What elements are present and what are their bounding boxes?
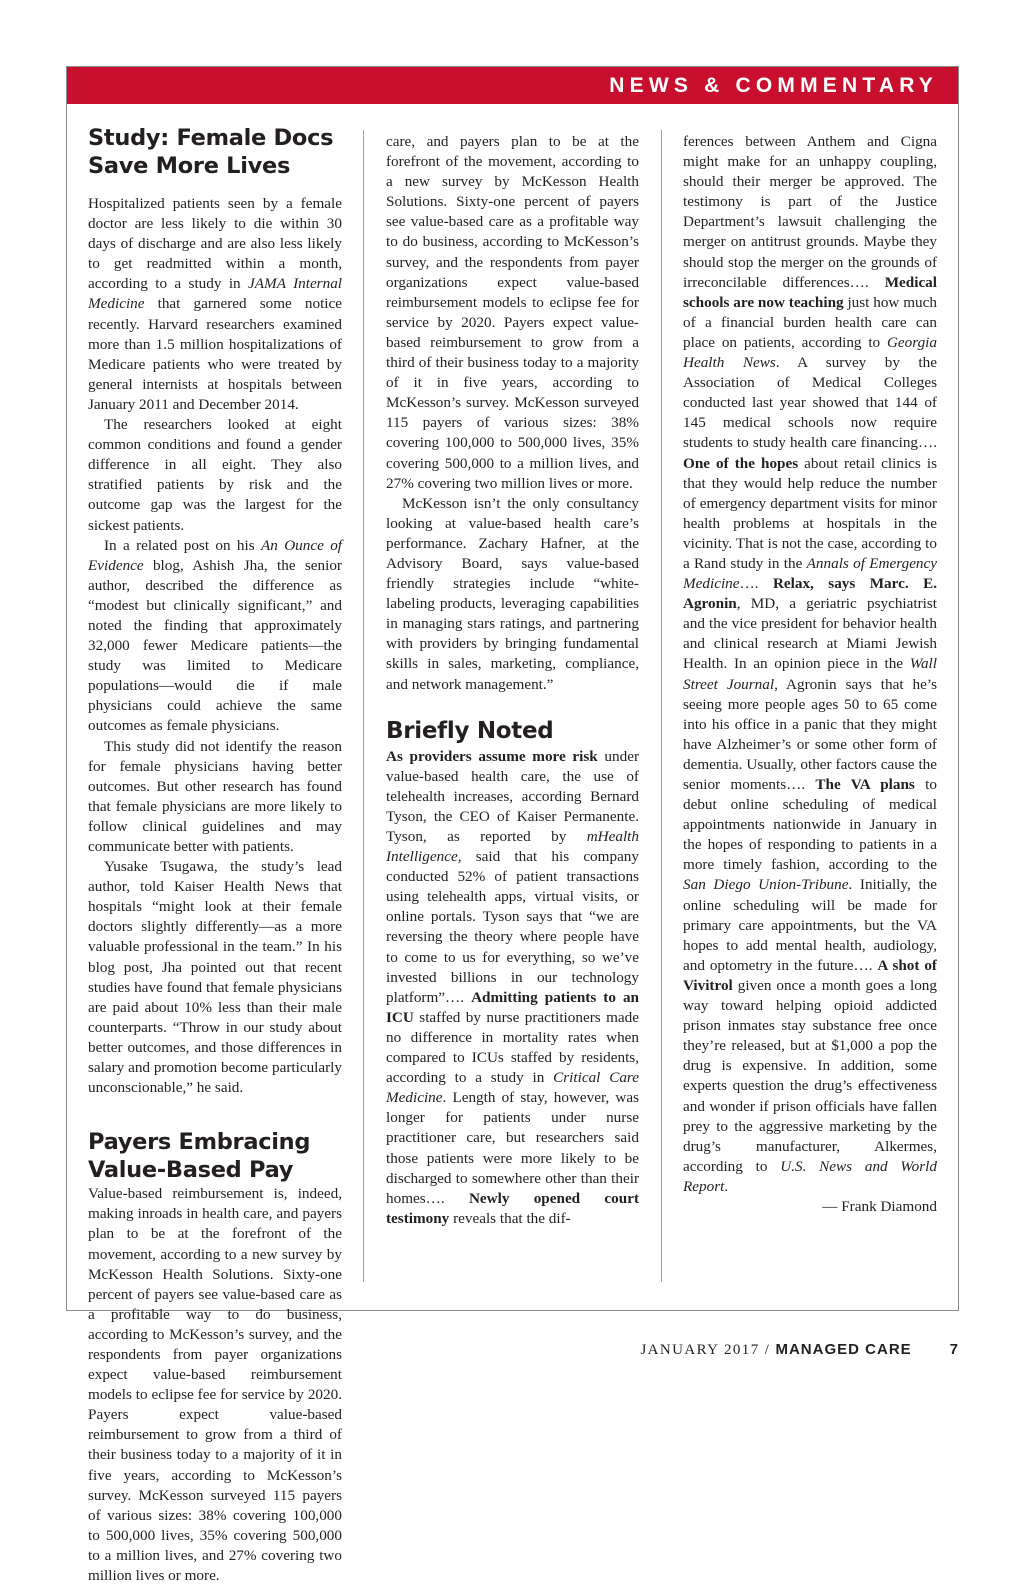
story1-paragraph-3: In a related post on his An Ounce of Evidence blog, Ashish Jha, the senior author, described the difference as “modest but clinically significant,” and noted the finding that approximately 32,000 fewer Medicare patients—the study was limited to Medicare populations—would die if male physicians could achieve the same outcomes as female physicians. — [88, 536, 343, 735]
page-footer — [640, 1340, 958, 1360]
journal-title: JAMA Internal Medicine — [88, 275, 343, 313]
story1-paragraph-2: The researchers looked at eight common conditions and found a gender difference in all eight. They also stratified patients by risk and the outcome gap was the largest for the sickest patients. — [88, 416, 342, 534]
column-2 — [386, 132, 639, 1229]
story1-paragraph-4: This study did not identify the reason for female physicians having better outcomes. But other research has found that female physicians are more likely to follow clinical guidelines and may communicate better with patients. — [88, 737, 342, 855]
story1-paragraph-1: Hospitalized patients seen by a female doctor are less likely to die within 30 days of discharge and are also less likely to get readmitted within a month, according to a study in JAMA Internal Medicine that garnered some notice recently. Harvard researchers examined more than 1.5 million hospitalizations of Medicare patients who were treated by general internists at hospitals between January 2011 and December 2014. — [88, 195, 343, 413]
magazine-name: MANAGED CARE — [775, 1341, 912, 1358]
story2-paragraph-1-continued: care, and payers plan to be at the forefront of the movement, according to a new survey by McKesson Health Solutions. Sixty-one percent of payers see value-based care as a profitable way to do business, according to McKesson’s survey, and the respondents from payer organizations expect value-based reimbursement models to eclipse fee for service by 2020. Payers expect value-based reimbursement to grow from a third of their business today to a majority of it in five years, according to McKesson’s survey. McKesson surveyed 115 payers of various sizes: 38% covering 100,000 to 500,000 lives, 35% covering 500,000 to a million lives, and 27% covering two million lives or more. — [386, 133, 639, 492]
column-divider — [363, 130, 364, 1282]
story2-paragraph-2: McKesson isn’t the only consultancy looking at value-based health care’s performance. Zachary Hafner, at the Advisory Board, says value-based friendly strategies include “white-labeling products, leveraging capabilities in managing stars ratings, and partnering with providers by bringing fundamental skills in sales, marketing, compliance, and network management.” — [386, 494, 639, 693]
story1-paragraph-5: Yusake Tsugawa, the study’s lead author, told Kaiser Health News that hospitals “might look at their female doctors slightly differently—as a more valuable professional in the team.” In his blog post, Jha pointed out that recent studies have found that female physicians are paid about 10% less than their male counterparts. “Throw in our study about better outcomes, and those differences in salary and promotion become particularly unconscionable,” he said. — [88, 858, 342, 1097]
briefly-noted-continued: ferences between Anthem and Cigna might make for an unhappy coupling, should their merger be approved. The testimony is part of the Justice Department’s lawsuit challenging the merger on antitrust grounds. Maybe they should stop the merger on the grounds of irreconcilable differences…. Medical schools are now teaching just how much of a financial burden health care can place on patients, according to Georgia Health News. A survey by the Association of Medical Colleges conducted last year showed that 144 of 145 medical schools now require students to study health care financing…. One of the hopes about retail clinics is that they would help reduce the number of emergency department visits for minor health problems at hospitals in the vicinity. That is not the case, according to a Rand study in the Annals of Emergency Medicine…. Relax, says Marc. E. Agronin, MD, a geriatric psychiatrist and the vice president for behavior health and clinical research at Miami Jewish Health. In an opinion piece in the Wall Street Journal, Agronin says that he’s seeing more people ages 50 to 65 come into his office in a panic that they might have Alzheimer’s or some other form of dementia. Usually, other factors cause the senior moments…. The VA plans to debut online scheduling of medical appointments nationwide in January in the hopes of responding to patients in a more timely fashion, according to the San Diego Union-Tribune. Initially, the online scheduling will be made for primary care appointments, but the VA hopes to add mental health, audiology, and optometry in the future…. A shot of Vivitrol given once a month goes a long way toward helping opioid addicted prison inmates stay substance free once they’re released, but at $1,000 a pop the drug is expensive. In addition, some experts question the drug’s effectiveness and wonder if prison officials have fallen prey to the aggressive marketing by the drug’s manufacturer, Alkermes, according to U.S. News and World Report. — [683, 133, 938, 1195]
issue-date: JANUARY 2017 / — [640, 1342, 776, 1358]
section-label: NEWS & COMMENTARY — [609, 74, 938, 97]
headline-payers-value-based: Payers Embracing Value-Based Pay — [88, 1129, 311, 1184]
briefly-noted-text: As providers assume more risk under value-based health care, the use of telehealth increases, according Bernard Tyson, the CEO of Kaiser Permanente. Tyson, as reported by mHealth Intelligence, said that his company conducted 52% of patient transactions using telehealth apps, virtual visits, or online portals. Tyson says that “we are reversing the theory where people have to come to us for everything, so we’ve invested billions in our technology platform”…. Admitting patients to an ICU staffed by nurse practitioners made no difference in mortality rates when compared to ICUs staffed by residents, according to a study in Critical Care Medicine. Length of stay, however, was longer for patients under nurse practitioner care, but researchers said those patients were more likely to be discharged to somewhere other than their homes…. Newly opened court testimony reveals that the dif- — [386, 747, 639, 1227]
column-3 — [683, 132, 937, 1217]
section-banner — [67, 67, 958, 104]
headline-briefly-noted: Briefly Noted — [386, 717, 554, 744]
column-1 — [88, 124, 343, 1584]
column-divider — [661, 130, 662, 1282]
page-number: 7 — [949, 1341, 958, 1358]
story2-paragraph-1: Value-based reimbursement is, indeed, making inroads in health care, and payers plan to be at the forefront of the movement, according to a new survey by McKesson Health Solutions. Sixty-one percent of payers see value-based care as a profitable way to do business, according to McKesson’s survey, and the respondents from payer organizations expect value-based reimbursement models to eclipse fee for service by 2020. Payers expect value-based reimbursement to grow from a third of their business today to a majority of it in five years, according to McKesson’s survey. McKesson surveyed 115 payers of various sizes: 38% covering 100,000 to 500,000 lives, 35% covering 500,000 to a million lives, and 27% covering two million lives or more. — [88, 1185, 342, 1584]
author-signoff: — Frank Diamond — [822, 1197, 937, 1215]
headline-female-docs: Study: Female Docs Save More Lives — [88, 125, 334, 179]
blog-title: An Ounce of Evidence — [88, 536, 343, 574]
